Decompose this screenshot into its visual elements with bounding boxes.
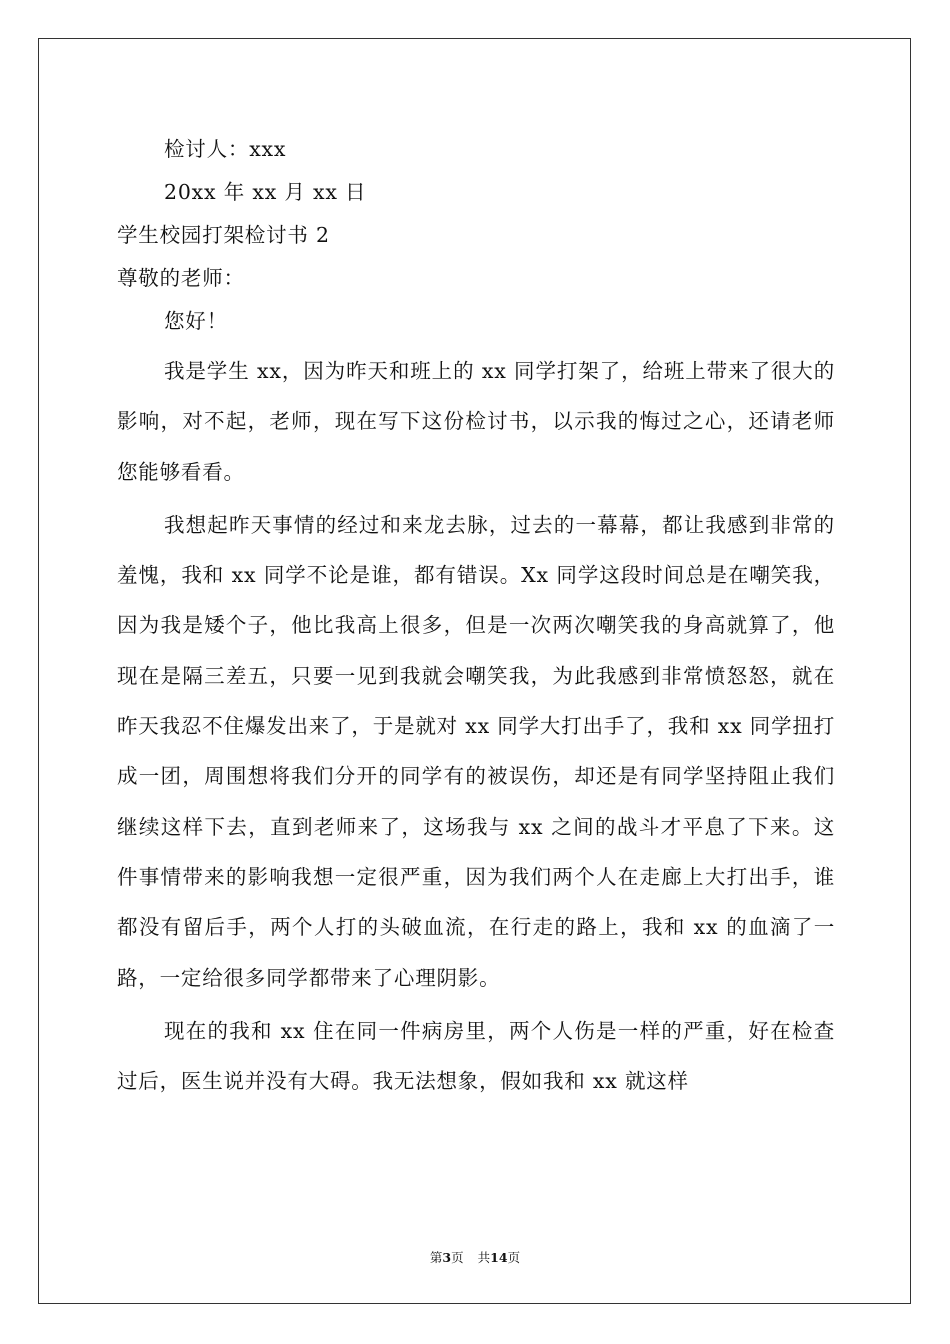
page-total: 14 bbox=[490, 1250, 508, 1265]
salutation: 尊敬的老师： bbox=[117, 266, 245, 290]
section-title: 学生校园打架检讨书 2 bbox=[117, 223, 330, 247]
document-body bbox=[117, 128, 835, 1106]
date-line: 20xx 年 xx 月 xx 日 bbox=[164, 180, 367, 204]
greeting: 您好！ bbox=[164, 309, 228, 333]
paragraph-3: 现在的我和 xx 住在同一件病房里，两个人伤是一样的严重，好在检查过后，医生说并没有大碍。我无法想象，假如我和 xx 就这样 bbox=[117, 1018, 835, 1094]
paragraph-2: 我想起昨天事情的经过和来龙去脉，过去的一幕幕，都让我感到非常的羞愧，我和 xx 同学不论是谁，都有错误。Xx 同学这段时间总是在嘲笑我，因为我是矮个子，他比我高上很多，但是一次两次嘲笑我的身高就算了，他现在是隔三差五，只要一见到我就会嘲笑我，为此我感到非常愤怒怒，就在昨天我忍不住爆发出来了，于是就对 xx 同学大打出手了，我和 xx 同学扭打成一团，周围想将我们分开的同学有的被误伤，却还是有同学坚持阻止我们继续这样下去，直到老师来了，这场我与 xx 之间的战斗才平息了下来。这件事情带来的影响我想一定很严重，因为我们两个人在走廊上大打出手，谁都没有留后手，两个人打的头破血流，在行走的路上，我和 xx 的血滴了一路，一定给很多同学都带来了心理阴影。 bbox=[117, 512, 835, 990]
reviewer-line: 检讨人：xxx bbox=[164, 137, 287, 161]
page-prefix: 第 bbox=[429, 1250, 443, 1265]
paragraph-1: 我是学生 xx，因为昨天和班上的 xx 同学打架了，给班上带来了很大的影响，对不起，老师，现在写下这份检讨书，以示我的悔过之心，还请老师您能够看看。 bbox=[117, 359, 835, 484]
page-footer bbox=[0, 1248, 950, 1266]
total-prefix: 共 bbox=[477, 1250, 491, 1265]
total-suffix: 页 bbox=[507, 1250, 521, 1265]
page-current: 3 bbox=[442, 1250, 452, 1265]
page-mid: 页 bbox=[451, 1250, 464, 1265]
